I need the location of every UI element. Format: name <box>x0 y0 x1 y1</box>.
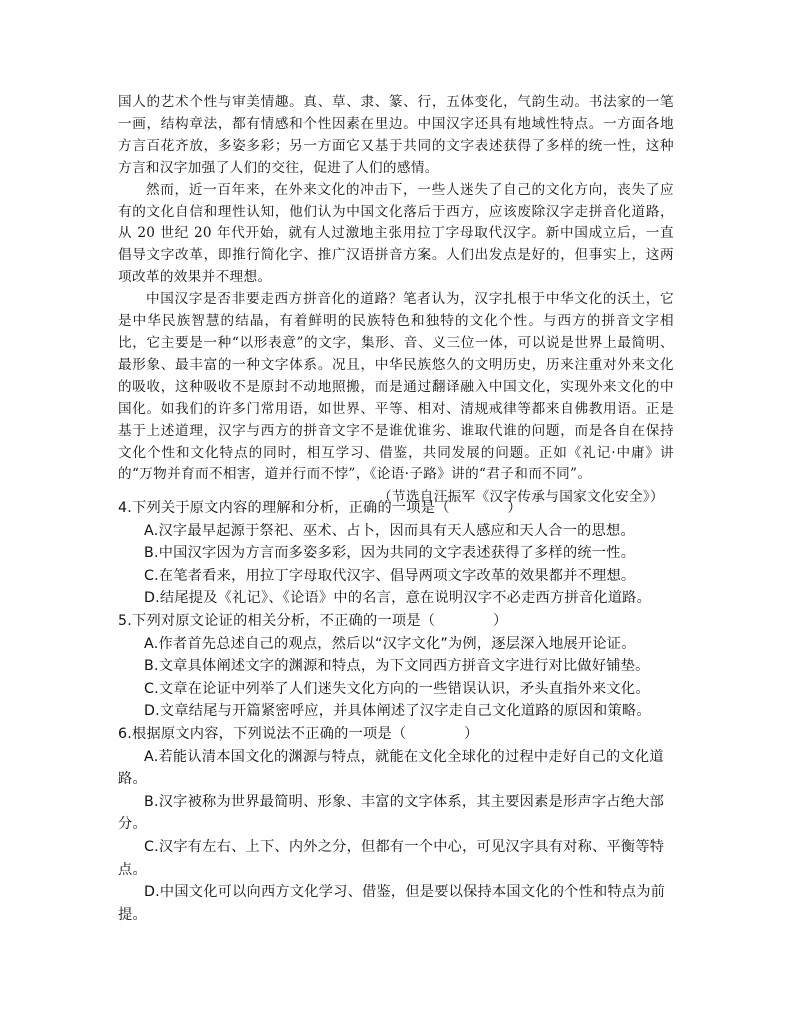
option-c: C.汉字有左右、上下、内外之分，但都有一个中心，可见汉字具有对称、平衡等特点。 <box>118 838 665 878</box>
question-stem: 4.下列关于原文内容的理解和分析，正确的一项是（ ） <box>118 500 522 516</box>
option-a: A.汉字最早起源于祭祀、巫术、占卜，因而具有天人感应和天人合一的思想。 <box>144 522 635 539</box>
option-d: D.结尾提及《礼记》、《论语》中的名言，意在说明汉字不必走西方拼音化道路。 <box>144 590 652 607</box>
passage-paragraph-3: 中国汉字是否非要走西方拼音化的道路？笔者认为，汉字扎根于中华文化的沃土，它是中华民族智慧的结晶，有着鲜明的民族特色和独特的文化个性。与西方的拼音文字相比，它主要是一种“以形表意”的文字，集形、音、义三位一体，可以说是世界上最简明、最形象、最丰富的一种文字体系。况且，中华民族悠久的文明历史，历来注重对外来文化的吸收，这种吸收不是原封不动地照搬，而是通过翻译融入中国文化，实现外来文化的中国化。如我们的许多门常用语，如世界、平等、相对、清规戒律等都来自佛教用语。正是基于上述道理，汉字与西方的拼音文字不是谁优谁劣、谁取代谁的问题，而是各自在保持文化个性和文化特点的同时，相互学习、借鉴，共同发展的问题。正如《礼记·中庸》讲的“万物并育而不相害，道并行而不悖”，《论语·子路》讲的“君子和而不同”。 <box>118 291 674 483</box>
passage-source: （节选自汪振军《汉字传承与国家文化安全》） <box>377 489 664 506</box>
option-c: C.在笔者看来，用拉丁字母取代汉字、倡导两项文字改革的效果都并不理想。 <box>144 567 636 584</box>
question-stem: 6.根据原文内容，下列说法不正确的一项是（ ） <box>118 725 479 742</box>
option-a: A.若能认清本国文化的渊源与特点，就能在文化全球化的过程中走好自己的文化道路。 <box>118 748 664 788</box>
reading-passage <box>118 92 674 508</box>
question-stem: 5.下列对原文论证的相关分析，不正确的一项是（ ） <box>118 612 508 629</box>
option-a: A.作者首先总述自己的观点，然后以“汉字文化”为例，逐层深入地展开论证。 <box>144 635 636 652</box>
option-d: D.中国文化可以向西方文化学习、借鉴，但是要以保持本国文化的个性和特点为前提。 <box>118 884 666 923</box>
question-6 <box>118 723 678 926</box>
option-b: B.文章具体阐述文字的渊源和特点，为下文同西方拼音文字进行对比做好铺垫。 <box>144 658 650 675</box>
question-5 <box>118 610 678 723</box>
question-list <box>118 497 678 926</box>
option-b: B.中国汉字因为方言而多姿多彩，因为共同的文字表述获得了多样的统一性。 <box>144 545 636 562</box>
option-b: B.汉字被称为世界最简明、形象、丰富的文字体系，其主要因素是形声字占绝大部分。 <box>118 793 665 833</box>
question-4 <box>118 497 678 610</box>
option-d: D.文章结尾与开篇紧密呼应，并具体阐述了汉字走自己文化道路的原因和策略。 <box>144 703 651 720</box>
passage-paragraph-1: 国人的艺术个性与审美情趣。真、草、隶、篆、行，五体变化，气韵生动。书法家的一笔一画，结构章法，都有情感和个性因素在里边。中国汉字还具有地域性特点。一方面各地方言百花齐放，多姿多彩；另一方面它又基于共同的文字表述获得了多样的统一性，这种方言和汉字加强了人们的交往，促进了人们的感情。 <box>118 94 674 176</box>
passage-paragraph-2: 然而，近一百年来，在外来文化的冲击下，一些人迷失了自己的文化方向，丧失了应有的文化自信和理性认知，他们认为中国文化落后于西方，应该废除汉字走拼音化道路，从 20 世纪 20 年代开始，就有人过激地主张用拉丁字母取代汉字。新中国成立后，一直倡导文字改革，即推行简化字、推广汉语拼音方案。人们出发点是好的，但事实上，这两项改革的效果并不理想。 <box>118 181 674 286</box>
option-c: C.文章在论证中列举了人们迷失文化方向的一些错误认识，矛头直指外来文化。 <box>144 680 650 697</box>
